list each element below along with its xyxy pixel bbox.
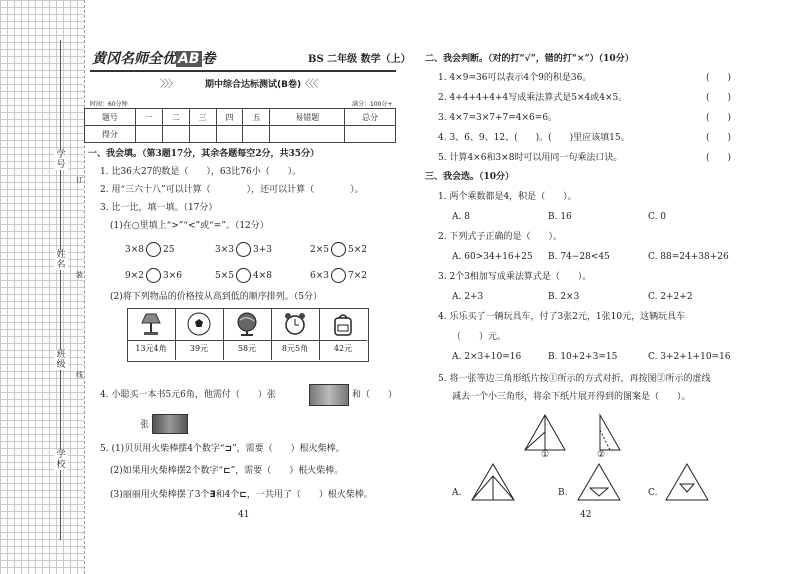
right-chevrons-icon: 〈〈〈 xyxy=(300,79,317,90)
fig-label-1: ① xyxy=(541,450,550,460)
section1-title: 一、我会填。（第3题17分，其余各题每空2分，共35分） xyxy=(88,149,320,159)
mark-zhuang: 装 xyxy=(76,271,83,279)
s3-q5-a[interactable]: A. xyxy=(452,488,462,498)
s3-q5: 5. 将一张等边三角形纸片按①所示的方式对折，再按图②所示的虚线 xyxy=(438,374,711,384)
compare-6: 6×3 7×2 xyxy=(310,268,367,283)
label-class: 班级 xyxy=(54,350,68,370)
banknote-5-icon xyxy=(309,384,349,406)
s2-item-3: 3. 4×7=3×7+7=4×6=6。 xyxy=(438,113,558,123)
schoolbag-icon xyxy=(330,311,356,337)
matchstick-digit-2-icon: ⊐ xyxy=(224,444,233,454)
lamp-icon xyxy=(138,311,164,337)
s1-q5-2: (2)如果用火柴棒摆2个数字“⊏”，需要（ ）根火柴棒。 xyxy=(110,466,344,476)
s2-answer-5[interactable]: ( ) xyxy=(706,153,732,163)
s3-q1: 1. 两个乘数都是4，积是（ ）。 xyxy=(438,192,577,202)
s3-q5-cont: 减去一个小三角形，将余下纸片展开得到的图案是（ ）。 xyxy=(452,392,691,402)
s3-q3-c[interactable]: C. 2+2+2 xyxy=(648,292,693,302)
s3-q3-a[interactable]: A. 2+3 xyxy=(452,292,484,302)
s3-q2: 2. 下列式子正确的是（ ）。 xyxy=(438,232,562,242)
s3-q1-a[interactable]: A. 8 xyxy=(452,212,470,222)
label-student-id: 学号 xyxy=(54,150,68,170)
compare-circle[interactable] xyxy=(146,268,161,283)
s2-answer-1[interactable]: ( ) xyxy=(706,73,732,83)
matchstick-digit-5b-icon: ⊏ xyxy=(239,490,247,500)
price-divider xyxy=(127,340,367,341)
compare-2: 3×3 3+3 xyxy=(215,242,272,257)
left-chevrons-icon: 〉〉〉 xyxy=(160,79,177,90)
s1-q3-1: (1)在○里填上“>”“<”或“=”。（12分） xyxy=(110,221,269,231)
s1-q5-3: (3)丽丽用火柴棒摆了3个∃和4个⊏，一共用了（ ）根火柴棒。 xyxy=(110,490,373,500)
compare-circle[interactable] xyxy=(146,242,161,257)
matchstick-digit-3-icon: ∃ xyxy=(209,490,216,500)
price-football: 39元 xyxy=(189,344,209,353)
mark-xian: 线 xyxy=(76,371,83,379)
football-icon xyxy=(186,311,212,337)
s2-item-5: 5. 计算4×6和3×8时可以用同一句乘法口诀。 xyxy=(438,153,623,163)
s2-item-2: 2. 4+4+4+4+4写成乘法算式是5×4或4×5。 xyxy=(438,93,628,103)
s1-q4c: 张 xyxy=(140,420,150,430)
s3-q5-c[interactable]: C. xyxy=(648,488,658,498)
test-title: 期中综合达标测试(B卷) xyxy=(205,80,302,90)
s3-q4-b[interactable]: B. 10+2+3=15 xyxy=(548,352,618,362)
s1-q4: 4. 小聪买一本书5元6角，他需付（ ）张 xyxy=(100,390,276,400)
time-limit: 时间：60分钟 xyxy=(90,101,128,108)
s3-q3-b[interactable]: B. 2×3 xyxy=(548,292,580,302)
label-name: 姓名 xyxy=(54,250,68,270)
compare-circle[interactable] xyxy=(236,242,251,257)
mark-ding: 订 xyxy=(76,176,83,184)
s3-q4: 4. 乐乐买了一辆玩具车，付了3张2元，1张10元，这辆玩具车 xyxy=(438,312,686,322)
price-clock: 8元5角 xyxy=(281,344,309,353)
s3-q5-b[interactable]: B. xyxy=(558,488,568,498)
s3-q3: 3. 2个3相加写成乘法算式是（ ）。 xyxy=(438,272,592,282)
s1-q3: 3. 比一比，填一填。（17分） xyxy=(100,203,218,213)
section3-title: 三、我会选。（10分） xyxy=(425,172,515,182)
compare-circle[interactable] xyxy=(331,242,346,257)
s3-q4-c[interactable]: C. 3+2+1+10=16 xyxy=(648,352,731,362)
compare-5: 5×5 4×8 xyxy=(215,268,272,283)
s3-q1-c[interactable]: C. 0 xyxy=(648,212,667,222)
s3-q2-b[interactable]: B. 74−28<45 xyxy=(548,252,610,262)
compare-4: 9×2 3×6 xyxy=(125,268,182,283)
s3-q2-a[interactable]: A. 60>34+16+25 xyxy=(452,252,533,262)
option-a-triangle-icon xyxy=(470,462,516,502)
price-globe: 58元 xyxy=(237,344,257,353)
matchstick-digit-5-icon: ⊏ xyxy=(223,466,231,476)
score-table-header: 题号 一 二 三 四 五 易错题 总分 xyxy=(85,109,396,126)
page-number-left: 41 xyxy=(238,510,250,520)
option-c-triangle-icon xyxy=(664,462,710,502)
binding-line xyxy=(84,0,86,574)
s3-q1-b[interactable]: B. 16 xyxy=(548,212,572,222)
s3-q4-cont: （ ）元。 xyxy=(452,332,507,342)
s3-q2-c[interactable]: C. 88=24+38+26 xyxy=(648,252,729,262)
s1-q2: 2. 用“三六十八”可以计算（ ），还可以计算（ ）。 xyxy=(100,185,364,195)
binding-grid xyxy=(0,0,84,574)
price-lamp: 13元4角 xyxy=(135,344,167,353)
section2-title: 二、我会判断。（对的打“√”，错的打“×”）（10分） xyxy=(425,54,634,64)
score-table xyxy=(84,108,396,143)
s1-q5-1: 5. (1)贝贝用火柴棒摆4个数字“⊐”，需要（ ）根火柴棒。 xyxy=(100,444,345,454)
s1-q4b: 和（ ） xyxy=(352,390,398,400)
brand-title: 黄冈名师全优 AB 卷 xyxy=(92,51,216,67)
globe-icon xyxy=(234,311,260,337)
full-score: 满分：100分+ xyxy=(352,101,393,108)
compare-1: 3×8 25 xyxy=(125,242,174,257)
header-rule xyxy=(90,70,396,72)
alarm-clock-icon xyxy=(282,311,308,337)
s2-answer-4[interactable]: ( ) xyxy=(706,133,732,143)
compare-circle[interactable] xyxy=(236,268,251,283)
s1-q3-2: (2)将下列物品的价格按从高到低的顺序排列。（5分） xyxy=(110,292,322,302)
s2-answer-2[interactable]: ( ) xyxy=(706,93,732,103)
banknote-1-icon xyxy=(152,414,188,434)
page-number-right: 42 xyxy=(580,510,592,520)
s2-answer-3[interactable]: ( ) xyxy=(706,113,732,123)
option-b-triangle-icon xyxy=(576,462,622,502)
s2-item-4: 4. 3、6、9、12、( )。( )里应该填15。 xyxy=(438,133,630,143)
s3-q4-a[interactable]: A. 2×3+10=16 xyxy=(452,352,522,362)
price-bag: 42元 xyxy=(333,344,353,353)
fig-label-2: ② xyxy=(597,450,606,460)
score-table-row: 得分 xyxy=(85,126,396,143)
s1-q1: 1. 比36大27的数是（ ），63比76小（ ）。 xyxy=(100,167,302,177)
fold-figures xyxy=(520,410,640,462)
label-school: 学校 xyxy=(54,450,68,470)
compare-3: 2×5 5×2 xyxy=(310,242,367,257)
compare-circle[interactable] xyxy=(331,268,346,283)
grade-label: BS 二年级 数学（上） xyxy=(308,54,411,65)
s2-item-1: 1. 4×9=36可以表示4个9的积是36。 xyxy=(438,73,592,83)
